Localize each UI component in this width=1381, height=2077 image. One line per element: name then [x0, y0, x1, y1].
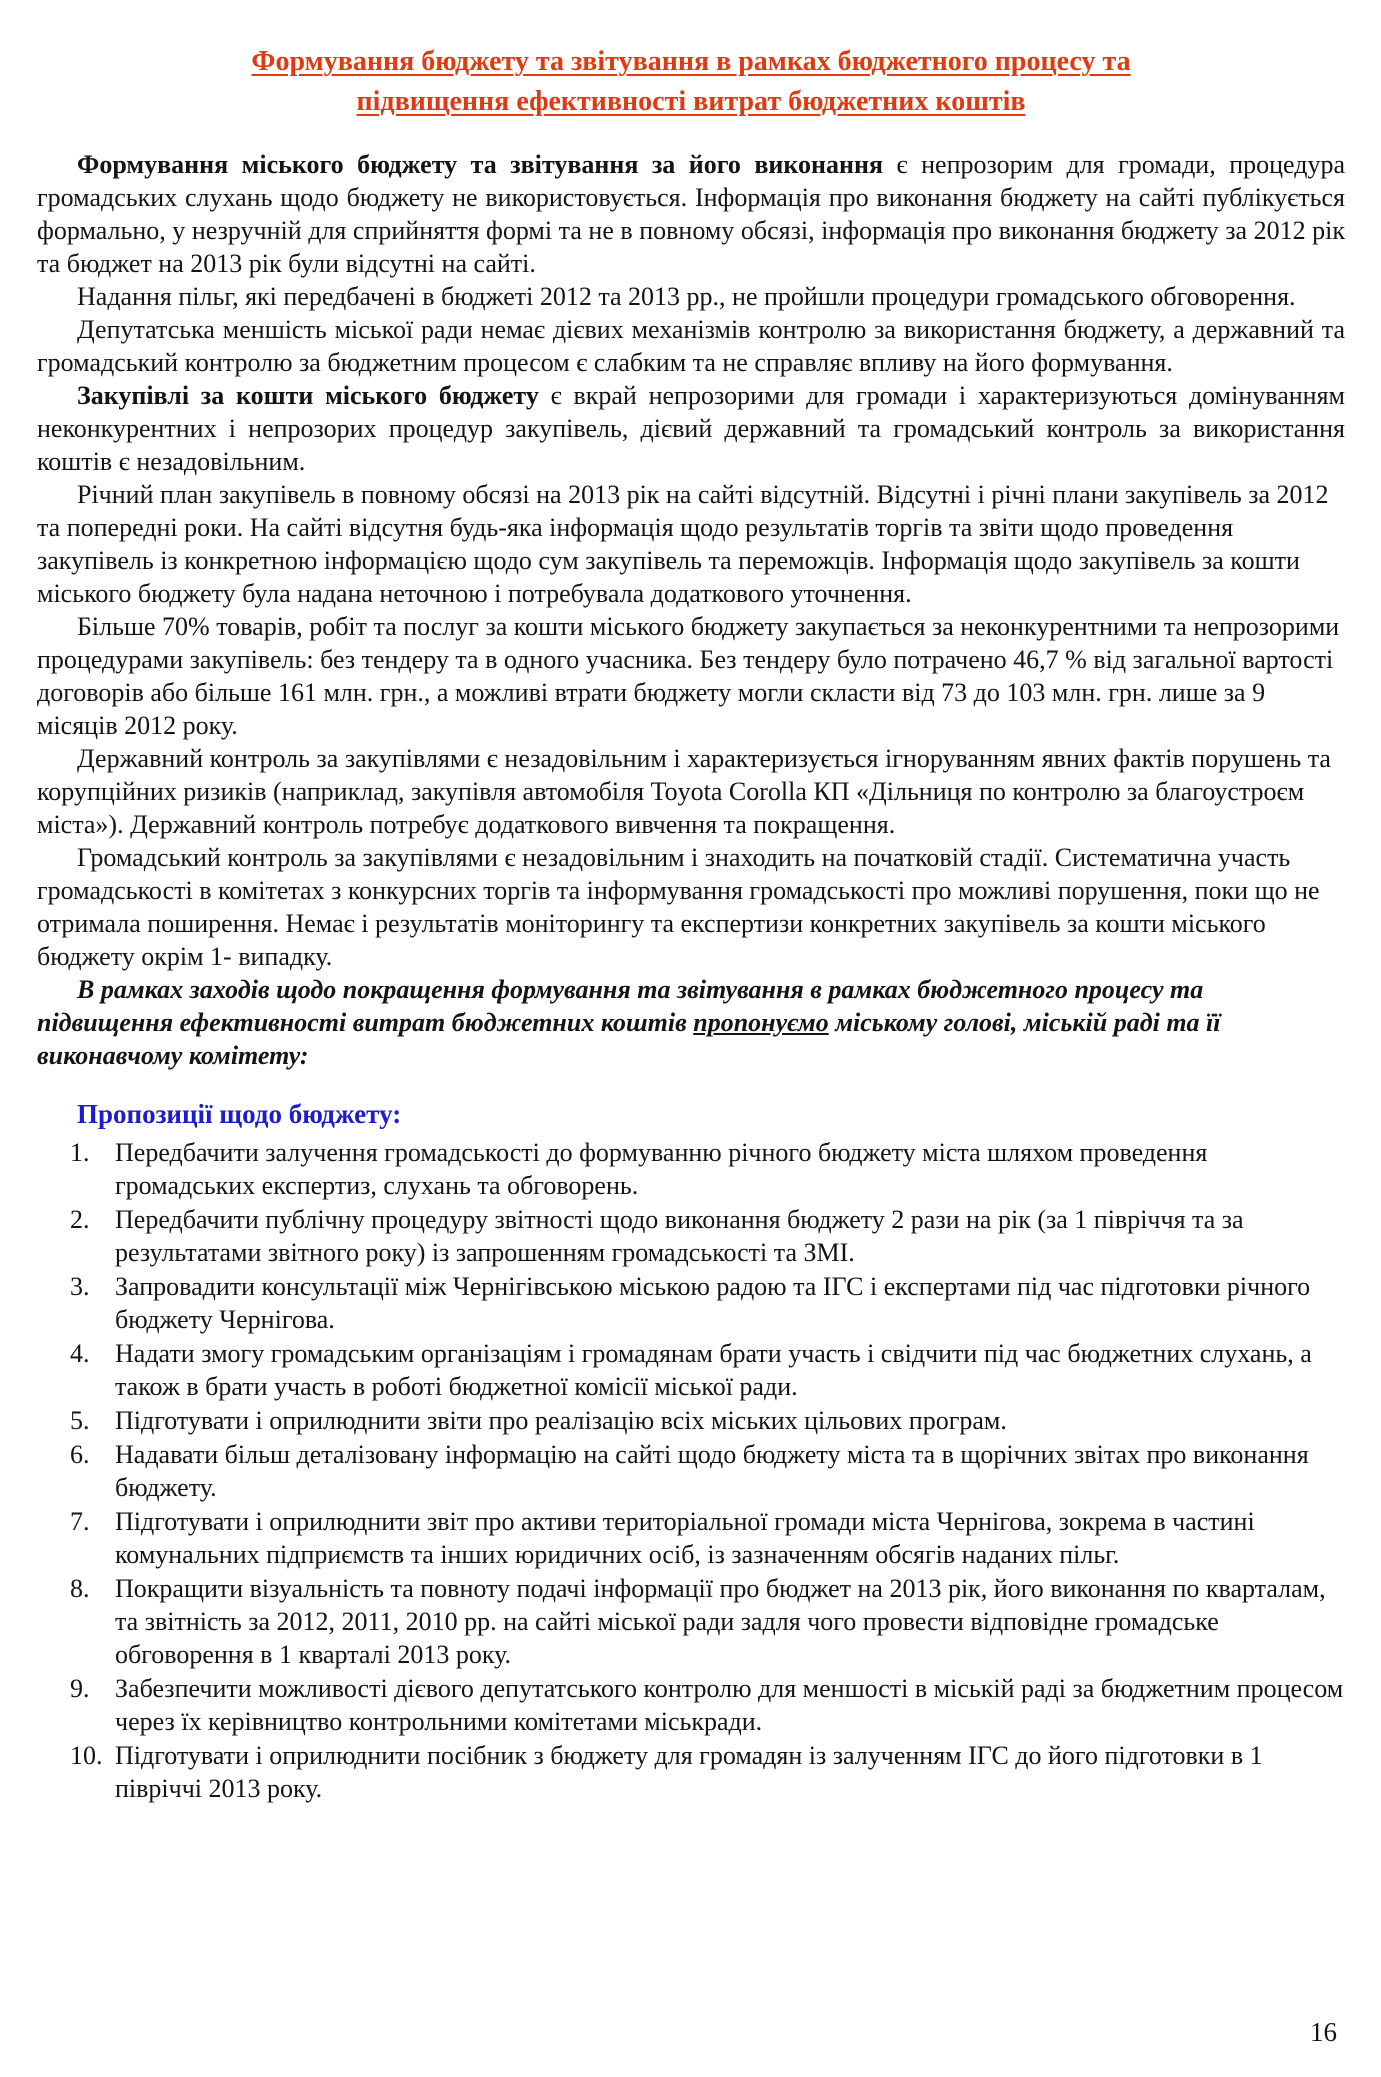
list-item-text: Забезпечити можливості дієвого депутатського контролю для меншості в міській раді за бюджетним процесом через їх керівництво контрольними комітетами міськради. — [115, 1674, 1344, 1736]
list-item-number: 9. — [70, 1674, 90, 1703]
list-item — [70, 1672, 1345, 1738]
paragraph-text: Надання пільг, які передбачені в бюджеті 2012 та 2013 рр., не пройшли процедури громадського обговорення. — [77, 282, 1296, 311]
list-item-number: 2. — [70, 1205, 90, 1234]
intro-after: міському голові, міській раді та її виконавчому комітету: — [37, 1008, 1221, 1070]
list-item-text: Надавати більш деталізовану інформацію на сайті щодо бюджету міста та в щорічних звітах про виконання бюджету. — [115, 1440, 1309, 1502]
paragraph-annual-plan — [37, 478, 1345, 610]
paragraph-state-control — [37, 742, 1345, 841]
list-item-number: 8. — [70, 1574, 90, 1603]
paragraph-text: є непрозорим для громади, процедура громадських слухань щодо бюджету не використовується. Інформація про виконання бюджету на сайті публікується формально, у незручній для сприйняття формі та не в повному обсязі, інформація про виконання бюджету за 2012 рік та бюджет на 2013 рік були відсутні на сайті. — [37, 150, 1345, 278]
page-number: 16 — [1310, 2017, 1337, 2047]
list-item-text: Надати змогу громадським організаціям і громадянам брати участь і свідчити під час бюджетних слухань, а також в брати участь в роботі бюджетної комісії міської ради. — [115, 1339, 1312, 1401]
paragraph-text: Більше 70% товарів, робіт та послуг за кошти міського бюджету закупається за неконкурентними та непрозорими процедурами закупівель: без тендеру та в одного учасника. Без тендеру було потрачено 46,7 % від загальної вартості договорів або більше 161 млн. грн., а можливі втрати бюджету могли скласти від 73 до 103 млн. грн. лише за 9 місяців 2012 року. — [37, 612, 1340, 740]
proposals-heading: Пропозиції щодо бюджету: — [77, 1099, 402, 1129]
page-title-line-1: Формування бюджету та звітування в рамках бюджетного процесу та — [251, 46, 1131, 77]
list-item-text: Запровадити консультації між Чернігівською міською радою та ІГС і експертами під час підготовки річного бюджету Чернігова. — [115, 1272, 1311, 1334]
paragraph-lead-bold: Закупівлі за кошти міського бюджету — [77, 381, 539, 410]
list-item-number: 1. — [70, 1138, 90, 1167]
paragraph-recommendations-intro — [37, 973, 1345, 1072]
intro-underlined-word: пропонуємо — [693, 1008, 829, 1037]
list-item-number: 3. — [70, 1272, 90, 1301]
list-item — [70, 1404, 1345, 1437]
list-item — [70, 1337, 1345, 1403]
list-item-number: 4. — [70, 1339, 90, 1368]
page-title — [37, 42, 1345, 122]
paragraph-text: Громадський контроль за закупівлями є незадовільним і знаходить на початковій стадії. Систематична участь громадськості в комітетах з конкурсних торгів та інформування громадськості про можливі порушення, поки що не отримала поширення. Немає і результатів моніторингу та експертизи конкретних закупівель за кошти міського бюджету окрім 1- випадку. — [37, 843, 1320, 971]
paragraph-text: Річний план закупівель в повному обсязі на 2013 рік на сайті відсутній. Відсутні і річні плани закупівель за 2012 та попередні роки. На сайті відсутня будь-яка інформація щодо результатів торгів та звіти щодо проведення закупівель із конкретною інформацією щодо сум закупівель та переможців. Інформація щодо закупівель за кошти міського бюджету була надана неточною і потребувала додаткового уточнення. — [37, 480, 1329, 608]
list-item — [70, 1136, 1345, 1202]
paragraph-benefits — [37, 280, 1345, 313]
list-item — [70, 1572, 1345, 1671]
list-item-number: 10. — [70, 1741, 103, 1770]
list-item-number: 5. — [70, 1406, 90, 1435]
paragraph-budget-formation — [37, 148, 1345, 280]
list-item-text: Підготувати і оприлюднити посібник з бюджету для громадян із залученням ІГС до його підготовки в 1 півріччі 2013 року. — [115, 1741, 1263, 1803]
list-item — [70, 1438, 1345, 1504]
paragraph-text: є вкрай непрозорими для громади і характеризуються домінуванням неконкурентних і непрозорих процедур закупівель, дієвий державний та громадський контроль за використання коштів є незадовільним. — [37, 381, 1345, 476]
list-item-number: 7. — [70, 1507, 90, 1536]
body-text — [37, 148, 1345, 1072]
proposals-list — [37, 1136, 1345, 1805]
paragraph-text: Депутатська меншість міської ради немає дієвих механізмів контролю за використання бюджету, а державний та громадський контролю за бюджетним процесом є слабким та не справляє впливу на його формування. — [37, 315, 1345, 377]
page-title-line-2: підвищення ефективності витрат бюджетних коштів — [356, 86, 1026, 117]
list-item-number: 6. — [70, 1440, 90, 1469]
intro-before: В рамках заходів щодо покращення формування та звітування в рамках бюджетного процесу та підвищення ефективності витрат бюджетних коштів — [37, 975, 1204, 1037]
list-item-text: Покращити візуальність та повноту подачі інформації про бюджет на 2013 рік, його виконання по кварталам, та звітність за 2012, 2011, 2010 рр. на сайті міської ради задля чого провести відповідне громадське обговорення в 1 кварталі 2013 року. — [115, 1574, 1326, 1669]
list-item-text: Підготувати і оприлюднити звіт про активи територіальної громади міста Чернігова, зокрема в частині комунальних підприємств та інших юридичних осіб, із зазначенням обсягів наданих пільг. — [115, 1507, 1255, 1569]
list-item-text: Передбачити залучення громадськості до формуванню річного бюджету міста шляхом проведення громадських експертиз, слухань та обговорень. — [115, 1138, 1208, 1200]
paragraph-lead-bold: Формування міського бюджету та звітування за його виконання — [77, 150, 884, 179]
list-item — [70, 1739, 1345, 1805]
paragraph-procurement — [37, 379, 1345, 478]
list-item — [70, 1203, 1345, 1269]
paragraph-text: Державний контроль за закупівлями є незадовільним і характеризується ігноруванням явних фактів порушень та корупційних ризиків (наприклад, закупівля автомобіля Toyota Corolla КП «Дільниця по контролю за благоустроєм міста»). Державний контроль потребує додаткового вивчення та покращення. — [37, 744, 1331, 839]
list-item — [70, 1270, 1345, 1336]
list-item — [70, 1505, 1345, 1571]
paragraph-public-control — [37, 841, 1345, 973]
list-item-text: Передбачити публічну процедуру звітності щодо виконання бюджету 2 рази на рік (за 1 півріччя та за результатами звітного року) із запрошенням громадськості та ЗМІ. — [115, 1205, 1244, 1267]
paragraph-deputy-minority — [37, 313, 1345, 379]
list-item-text: Підготувати і оприлюднити звіти про реалізацію всіх міських цільових програм. — [115, 1406, 1007, 1435]
paragraph-noncompetitive-share — [37, 610, 1345, 742]
